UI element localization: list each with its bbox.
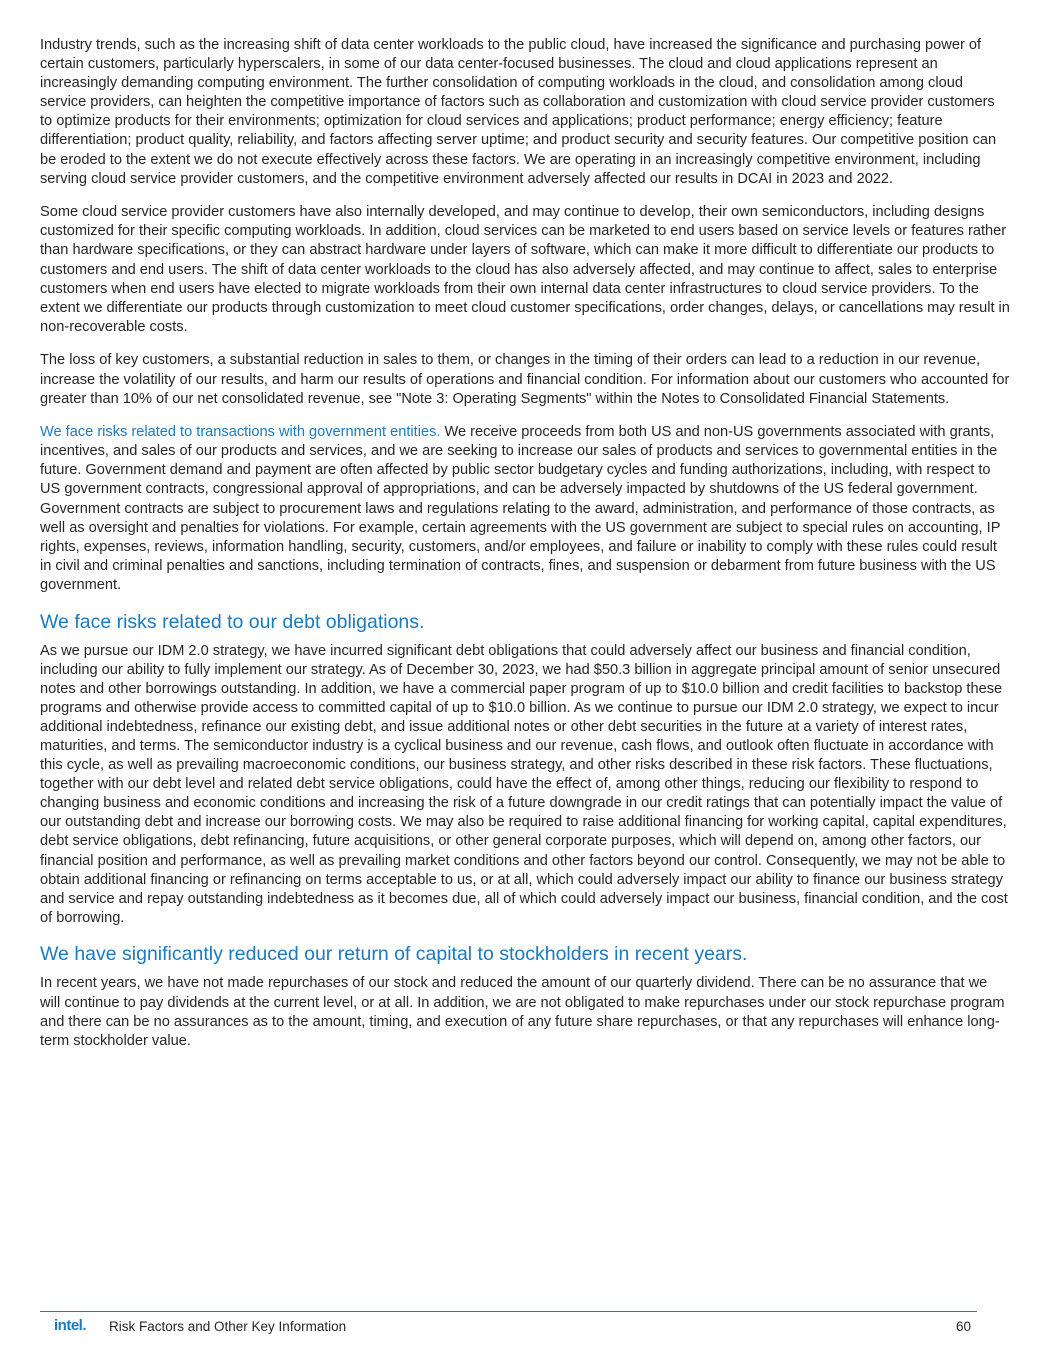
heading-debt-obligations: We face risks related to our debt obligations. [40, 610, 425, 633]
government-risk-text: We receive proceeds from both US and non-US governments associated with grants, incentives, and sales of our products and services, and we are seeking to increase our sales of products and services to governmental entities in the future. Government demand and payment are often affected by public sector budgetary cycles and funding authorizations, including, with respect to US government contracts, congressional approval of appropriations, and can be adversely impacted by shutdowns of the US federal government. Government contracts are subject to procurement laws and regulations relating to the award, administration, and performance of those contracts, as well as oversight and penalties for violations. For example, certain agreements with the US government are subject to special rules on accounting, IP rights, expenses, reviews, information handling, security, customers, and/or employees, and failure or inability to comply with these rules could result in civil and criminal penalties and sanctions, including termination of contracts, fines, and suspension or debarment from future business with the US government. [40, 424, 1001, 593]
footer-section-title: Risk Factors and Other Key Information [109, 1319, 347, 1334]
paragraph-debt: As we pursue our IDM 2.0 strategy, we have incurred significant debt obligations that could adversely affect our business and financial condition, including our ability to fully implement our strategy. As of December 30, 2023, we had $50.3 billion in aggregate principal amount of senior unsecured notes and other borrowings outstanding. In addition, we have a commercial paper program of up to $10.0 billion and credit facilities to backstop these programs and otherwise provide access to committed capital of up to $10.0 billion. As we continue to pursue our IDM 2.0 strategy, we expect to incur additional indebtedness, refinance our existing debt, and issue additional notes or other debt securities in the future at a variety of interest rates, maturities, and terms. The semiconductor industry is a cyclical business and our revenue, cash flows, and outlook often fluctuate in accordance with this cycle, as well as prevailing macroeconomic conditions, our business strategy, and other risks described in these risk factors. These fluctuations, together with our debt level and related debt service obligations, could have the effect of, among other things, reducing our flexibility to respond to changing business and economic conditions and increasing the risk of a future downgrade in our credit ratings that can potentially impact the value of our outstanding debt and increase our borrowing costs. We may also be required to raise additional financing for working capital, capital expenditures, debt service obligations, debt refinancing, future acquisitions, or other general corporate purposes, which will depend on, among other factors, our financial position and performance, as well as prevailing market conditions and other factors beyond our control. Consequently, we may not be able to obtain additional financing or refinancing on terms acceptable to us, or at all, which could adversely impact our ability to finance our business strategy and service and repay outstanding indebtedness as it becomes due, all of which could adversely impact our business, financial condition, and the cost of borrowing. [40, 642, 1008, 926]
intel-logo: intel. [54, 1317, 87, 1334]
document-body [40, 36, 1010, 1065]
paragraph-government [40, 423, 1010, 595]
page-number: 60 [955, 1319, 971, 1334]
paragraph-cloud-providers: Some cloud service provider customers have also internally developed, and may continue to develop, their own semiconductors, including designs customized for their specific computing workloads. In addition, cloud services can be marketed to end users based on service levels or features rather than hardware specifications, or they can abstract hardware under layers of software, which can make it more difficult to differentiate our products to customers and end users. The shift of data center workloads to the cloud has also adversely affected, and may continue to affect, sales to enterprise customers when end users have elected to migrate workloads from their own internal data center infrastructures to cloud service providers. To the extent we differentiate our products through customization to meet cloud customer specifications, order changes, delays, or cancellations may result in non-recoverable costs. [40, 204, 1010, 335]
heading-return-of-capital: We have significantly reduced our return of capital to stockholders in recent years. [40, 943, 748, 966]
paragraph-return-of-capital: In recent years, we have not made repurchases of our stock and reduced the amount of our quarterly dividend. There can be no assurance that we will continue to pay dividends at the current level, or at all. In addition, we are not obligated to make repurchases under our stock repurchase program and there can be no assurances as to the amount, timing, and execution of any future share repurchases, or that any repurchases will enhance long-term stockholder value. [40, 975, 1005, 1049]
paragraph-key-customers: The loss of key customers, a substantial reduction in sales to them, or changes in the timing of their orders can lead to a reduction in our revenue, increase the volatility of our results, and harm our results of operations and financial condition. For information about our customers who accounted for greater than 10% of our net consolidated revenue, see "Note 3: Operating Segments" within the Notes to Consolidated Financial Statements. [40, 352, 1010, 407]
page-footer [40, 1311, 977, 1340]
government-risk-lead: We face risks related to transactions with government entities. [40, 424, 441, 441]
paragraph-cloud-trends: Industry trends, such as the increasing shift of data center workloads to the public cloud, have increased the significance and purchasing power of certain customers, particularly hyperscalers, in some of our data center-focused businesses. The cloud and cloud applications represent an increasingly demanding computing environment. The further consolidation of computing workloads in the cloud, and consolidation among cloud service providers, can heighten the competitive importance of factors such as collaboration and customization with cloud service provider customers to optimize products for their environments; optimization for cloud services and applications; product performance; energy efficiency; feature differentiation; product quality, reliability, and factors affecting server uptime; and product security and security features. Our competitive position can be eroded to the extent we do not execute effectively across these factors. We are operating in an increasingly competitive environment, including serving cloud service provider customers, and the competitive environment adversely affected our results in DCAI in 2023 and 2022. [40, 37, 997, 187]
